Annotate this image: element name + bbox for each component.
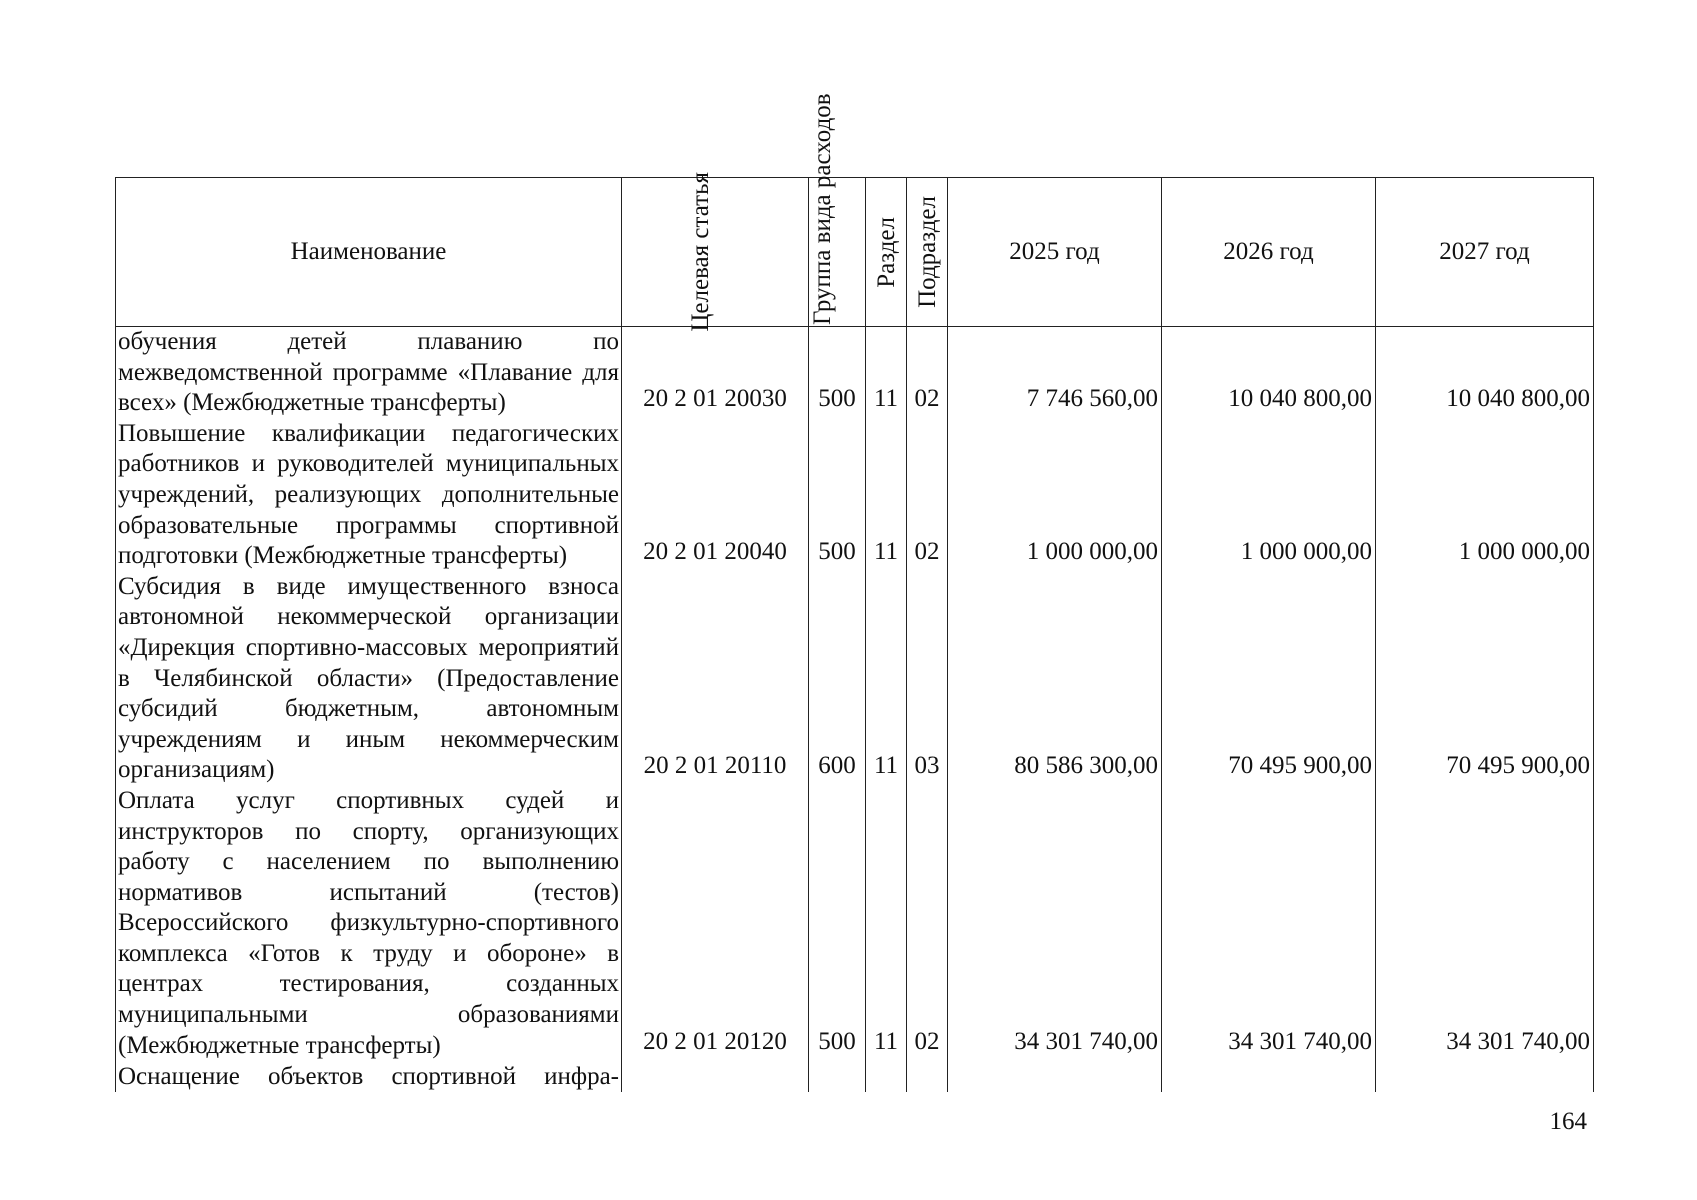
table-row (116, 786, 1594, 1061)
row-subsection: 02 (907, 327, 948, 419)
row-subsection: 02 (907, 786, 948, 1061)
row-expense-group: 500 (809, 419, 866, 572)
header-section: Раздел (866, 178, 907, 327)
row-value-2025: 80 586 300,00 (948, 572, 1162, 786)
table-row (116, 419, 1594, 572)
row-value-2027: 10 040 800,00 (1376, 327, 1594, 419)
table-row-continued (116, 1061, 1594, 1092)
row-name: обучения детей плаванию по межведомственной программе «Плавание для всех» (Межбюджетные трансферты) (116, 327, 622, 419)
row-section: 11 (866, 327, 907, 419)
row-name: Повышение квалификации педагогических работников и руководителей муниципальных учреждений, реализующих дополнительные образовательные программы спортивной подготовки (Межбюджетные трансферты) (116, 419, 622, 572)
table-header-row (116, 178, 1594, 327)
row-value-2026: 70 495 900,00 (1162, 572, 1376, 786)
table-row (116, 572, 1594, 786)
header-target-article: Целевая статья (622, 178, 809, 327)
row-value-2027: 34 301 740,00 (1376, 786, 1594, 1061)
row-expense-group: 500 (809, 786, 866, 1061)
row-value-2025: 7 746 560,00 (948, 327, 1162, 419)
row-subsection: 02 (907, 419, 948, 572)
row-name: Оснащение объектов спортивной инфра- (116, 1061, 622, 1092)
row-name: Оплата услуг спортивных судей и инструкторов по спорту, организующих работу с населением по выполнению нормативов испытаний (тестов) Всероссийского физкультурно-спортивного комплекса «Готов к труду и обороне» в центрах тестирования, созданных муниципальными образованиями (Межбюджетные трансферты) (116, 786, 622, 1061)
header-subsection: Подраздел (907, 178, 948, 327)
header-name: Наименование (116, 178, 622, 327)
budget-table (115, 93, 1594, 1092)
page-number: 164 (1549, 1108, 1587, 1135)
row-value-2026: 34 301 740,00 (1162, 786, 1376, 1061)
row-target-article: 20 2 01 20040 (622, 419, 809, 572)
row-value-2025: 34 301 740,00 (948, 786, 1162, 1061)
row-target-article: 20 2 01 20110 (622, 572, 809, 786)
row-value-2027: 70 495 900,00 (1376, 572, 1594, 786)
row-expense-group: 600 (809, 572, 866, 786)
row-value-2026: 10 040 800,00 (1162, 327, 1376, 419)
header-year-2027: 2027 год (1376, 178, 1594, 327)
header-expense-group: Группа вида расходов (809, 178, 866, 327)
row-value-2025: 1 000 000,00 (948, 419, 1162, 572)
row-subsection: 03 (907, 572, 948, 786)
row-target-article: 20 2 01 20030 (622, 327, 809, 419)
row-name: Субсидия в виде имущественного взноса автономной некоммерческой организации «Дирекция спортивно-массовых мероприятий в Челябинской области» (Предоставление субсидий бюджетным, автономным учреждениям и иным некоммерческим организациям) (116, 572, 622, 786)
row-section: 11 (866, 572, 907, 786)
header-year-2026: 2026 год (1162, 178, 1376, 327)
table-row (116, 327, 1594, 419)
row-target-article: 20 2 01 20120 (622, 786, 809, 1061)
row-value-2027: 1 000 000,00 (1376, 419, 1594, 572)
row-expense-group: 500 (809, 327, 866, 419)
row-section: 11 (866, 419, 907, 572)
header-year-2025: 2025 год (948, 178, 1162, 327)
row-value-2026: 1 000 000,00 (1162, 419, 1376, 572)
row-section: 11 (866, 786, 907, 1061)
